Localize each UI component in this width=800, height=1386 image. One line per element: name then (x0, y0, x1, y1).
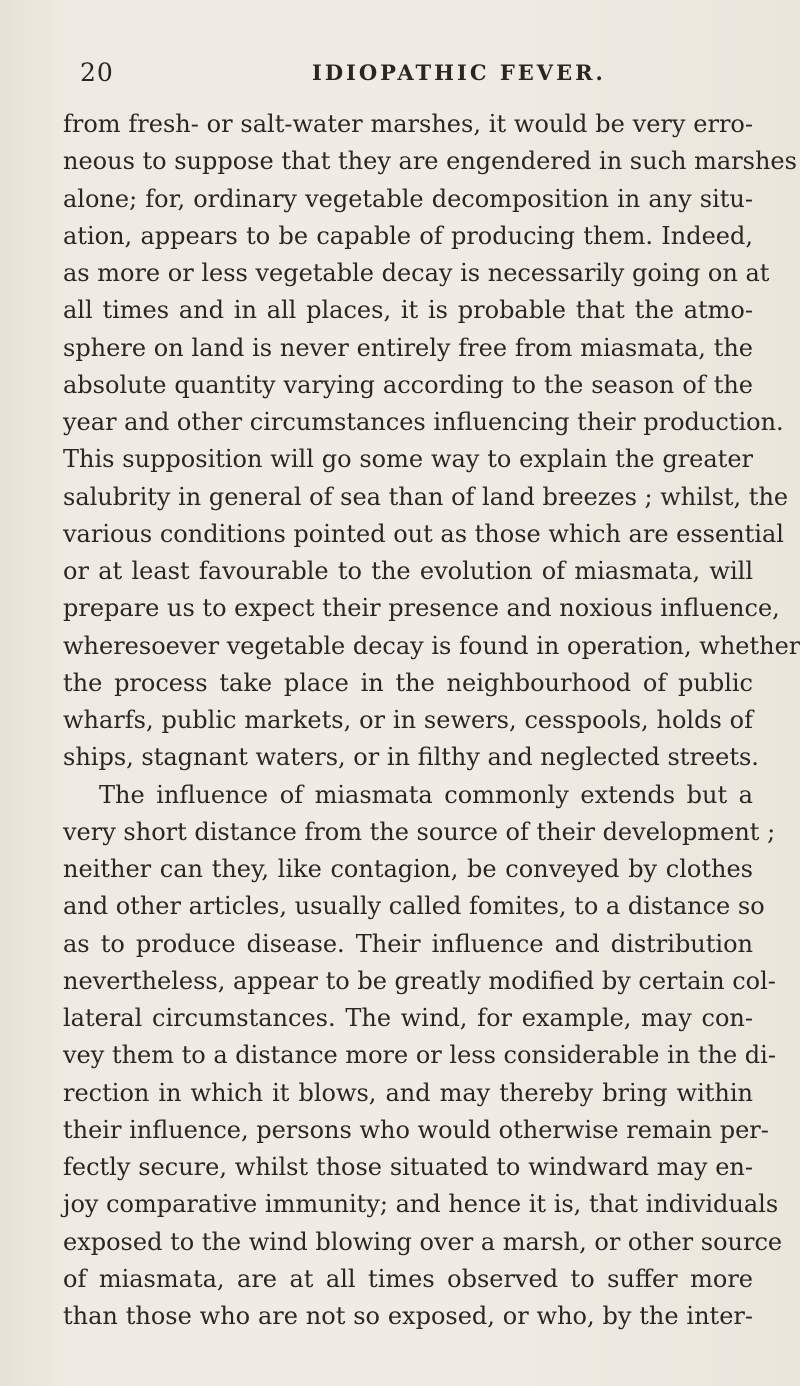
running-head: IDIOPATHIC FEVER. (312, 60, 606, 85)
text-line: nevertheless, appear to be greatly modified by certain col- (63, 966, 776, 995)
text-line: of miasmata, are at all times observed to suffer more (63, 1264, 753, 1293)
text-line: very short distance from the source of their development ; (63, 817, 776, 846)
text-line: wheresoever vegetable decay is found in operation, whether (63, 631, 800, 660)
text-line: fectly secure, whilst those situated to windward may en- (63, 1153, 753, 1181)
body-text (63, 106, 800, 1335)
text-line: than those who are not so exposed, or who, by the inter- (63, 1302, 753, 1330)
paragraph-start-line: The influence of miasmata commonly extends but a (99, 780, 753, 809)
text-line: ation, appears to be capable of producing them. Indeed, (63, 221, 753, 250)
text-line: their influence, persons who would otherwise remain per- (63, 1115, 769, 1144)
text-line: various conditions pointed out as those which are essential (63, 519, 784, 548)
text-line: This supposition will go some way to explain the greater (63, 445, 753, 474)
text-line: sphere on land is never entirely free from miasmata, the (63, 333, 753, 362)
text-line: neither can they, like contagion, be conveyed by clothes (63, 855, 753, 883)
text-line: all times and in all places, it is probable that the atmo- (63, 296, 753, 325)
text-line: as more or less vegetable decay is necessarily going on at (63, 259, 770, 287)
text-line: neous to suppose that they are engendered in such marshes (63, 147, 797, 176)
text-line: salubrity in general of sea than of land breezes ; whilst, the (63, 482, 789, 511)
text-line: as to produce disease. Their influence and distribution (63, 929, 753, 958)
text-line: absolute quantity varying according to the season of the (63, 370, 753, 399)
text-line: joy comparative immunity; and hence it is, that individuals (63, 1190, 779, 1219)
text-line: or at least favourable to the evolution of miasmata, will (63, 557, 753, 585)
text-line: alone; for, ordinary vegetable decomposition in any situ- (63, 184, 753, 213)
text-line: the process take place in the neighbourhood of public (63, 668, 753, 697)
text-line: wharfs, public markets, or in sewers, cesspools, holds of (63, 706, 753, 734)
text-line: vey them to a distance more or less considerable in the di- (63, 1041, 776, 1070)
text-line: lateral circumstances. The wind, for example, may con- (63, 1004, 753, 1032)
text-line: exposed to the wind blowing over a marsh, or other source (63, 1227, 783, 1256)
page-number: 20 (80, 58, 114, 87)
paragraph-end-line: ships, stagnant waters, or in filthy and neglected streets. (63, 743, 759, 772)
page-header (80, 58, 740, 94)
text-line: from fresh- or salt-water marshes, it would be very erro- (63, 110, 753, 138)
text-line: and other articles, usually called fomites, to a distance so (63, 892, 765, 921)
text-line: prepare us to expect their presence and noxious influence, (63, 594, 780, 623)
text-line: year and other circumstances influencing their production. (63, 408, 784, 436)
text-line: rection in which it blows, and may thereby bring within (63, 1078, 753, 1107)
